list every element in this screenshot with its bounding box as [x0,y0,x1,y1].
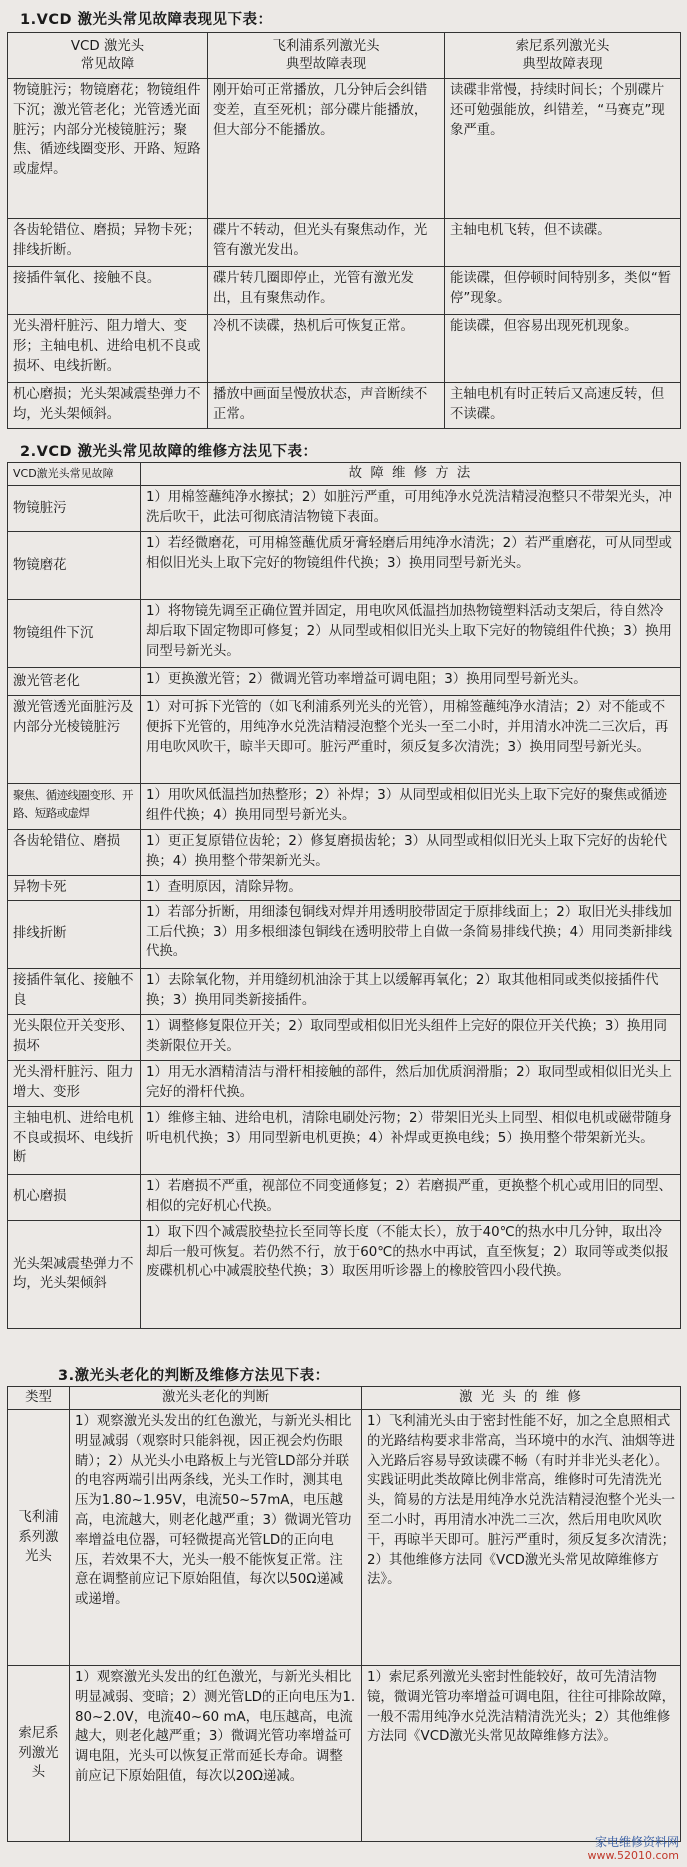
method-cell: 1）将物镜先调至正确位置并固定，用电吹风低温挡加热物镜塑料活动支架后，待自然冷却后取下固定物即可修复；2）从同型或相似旧光头上取下完好的物镜组件代换；3）换用同型号新光头。 [141,600,681,668]
fault-cell: 激光管透光面脏污及内部分光棱镜脏污 [8,696,141,784]
diagnosis-cell: 1）观察激光头发出的红色激光，与新光头相比明显减弱、变暗；2）测光管LD的正向电压为1.80~2.0V，电流40~60 mA，电压越高，电流越大，则老化越严重；3）微调光管功率增益可调电阻，光头可以恢复正常而延长寿命。调整前应记下原始阻值，每次以20Ω递减。 [70,1666,362,1842]
fault-cell: 接插件氧化、接触不良 [8,968,141,1014]
fault-cell: 物镜组件下沉 [8,600,141,668]
method-cell: 1）用无水酒精清洁与滑杆相接触的部件，然后加优质润滑脂；2）取同型或相似旧光头上完好的滑杆代换。 [141,1060,681,1106]
header-repair: 激 光 头 的 维 修 [362,1387,681,1410]
watermark-url: www.52010.com [587,1849,679,1862]
type-cell: 索尼系列激光头 [8,1666,70,1842]
header-philips [208,33,445,79]
header-fault-text: VCD 激光头 常见故障 [70,38,145,72]
header-method: 故 障 维 修 方 法 [141,463,681,486]
table-row [8,668,681,696]
table-row [8,1410,681,1666]
fault-cell: 光头架减震垫弹力不均，光头架倾斜 [8,1220,141,1328]
fault-cell: 排线折断 [8,900,141,968]
fault-cell: 各齿轮错位、磨损 [8,830,141,876]
sony-cell: 主轴电机飞转，但不读碟。 [445,219,681,267]
method-cell: 1）去除氧化物，并用缝纫机油涂于其上以缓解再氧化；2）取其他相同或类似接插件代换；3）换用同类新接插件。 [141,968,681,1014]
table-row [8,486,681,532]
header-fault [8,33,208,79]
repair-cell: 1）飞利浦光头由于密封性能不好，加之全息照相式的光路结构要求非常高，当环境中的水汽、油烟等进入光路后容易导致读碟不畅（有时并非光头老化）。实践证明此类故障比例非常高，维修时可先清洗光头，简易的方法是用纯净水兑洗洁精浸泡整个光头一至二小时，再用清水冲洗二三次，然后用电吹风吹干，再晾半天即可。脏污严重时，须反复多次清洗；2）其他维修方法同《VCD激光头常见故障维修方法》。 [362,1410,681,1666]
section1-title: 1.VCD 激光头常见故障表现见下表： [20,12,273,28]
fault-cell: 激光管老化 [8,668,141,696]
table-row [8,1106,681,1174]
table-row [8,315,681,383]
table-header-row [8,1387,681,1410]
fault-cell: 异物卡死 [8,876,141,901]
table-row [8,784,681,830]
fault-cell: 物镜脏污 [8,486,141,532]
table-row [8,876,681,901]
table-row [8,1220,681,1328]
fault-cell: 各齿轮错位、磨损；异物卡死；排线折断。 [8,219,208,267]
method-cell: 1）更换激光管；2）微调光管功率增益可调电阻；3）换用同型号新光头。 [141,668,681,696]
fault-cell: 聚焦、循迹线圈变形、开路、短路或虚焊 [8,784,141,830]
header-fault: VCD激光头常见故障 [8,463,141,486]
fault-cell: 光头滑杆脏污、阻力增大、变形 [8,1060,141,1106]
repair-method-table [7,462,681,1329]
sony-cell: 读碟非常慢，持续时间长；个别碟片还可勉强能放，纠错差，“马赛克”现象严重。 [445,79,681,219]
table-row [8,1060,681,1106]
aging-diagnosis-table [7,1386,681,1842]
fault-cell: 物镜磨花 [8,532,141,600]
philips-cell: 碟片转几圈即停止，光管有激光发出，且有聚焦动作。 [208,267,445,315]
method-cell: 1）更正复原错位齿轮；2）修复磨损齿轮；3）从同型或相似旧光头上取下完好的齿轮代换；4）换用整个带架新光头。 [141,830,681,876]
philips-cell: 冷机不读碟，热机后可恢复正常。 [208,315,445,383]
method-cell: 1）对可拆下光管的（如飞利浦系列光头的光管），用棉签蘸纯净水清洁；2）对不能或不便拆下光管的，用纯净水兑洗洁精浸泡整个光头一至二小时，并用清水冲洗二三次后，再用电吹风吹干，晾半天即可。脏污严重时，须反复多次清洗；3）换用同型号新光头。 [141,696,681,784]
section3-title: 3.激光头老化的判断及维修方法见下表： [58,1368,330,1384]
method-cell: 1）维修主轴、进给电机，清除电刷处污物；2）带架旧光头上同型、相似电机或磁带随身听电机代换；3）用同型新电机更换；4）补焊或更换电线；5）换用整个带架新光头。 [141,1106,681,1174]
table-row [8,1666,681,1842]
sony-cell: 能读碟，但停顿时间特别多，类似“暂停”现象。 [445,267,681,315]
philips-cell: 刚开始可正常播放，几分钟后会纠错变差，直至死机；部分碟片能播放，但大部分不能播放。 [208,79,445,219]
fault-cell: 机心磨损 [8,1174,141,1220]
table-row [8,1014,681,1060]
table-row [8,600,681,668]
method-cell: 1）若部分折断，用细漆包铜线对焊并用透明胶带固定于原排线面上；2）取旧光头排线加工后代换；3）用多根细漆包铜线在透明胶带上自做一条简易排线代换；4）用同类新排线代换。 [141,900,681,968]
table-row [8,79,681,219]
method-cell: 1）用棉签蘸纯净水擦拭；2）如脏污严重，可用纯净水兑洗洁精浸泡整只不带架光头，冲洗后吹干，此法可彻底清洁物镜下表面。 [141,486,681,532]
section2-title: 2.VCD 激光头常见故障的维修方法见下表： [20,444,318,460]
method-cell: 1）查明原因，清除异物。 [141,876,681,901]
table-row [8,696,681,784]
table-row [8,219,681,267]
type-cell: 飞利浦系列激光头 [8,1410,70,1666]
philips-cell: 碟片不转动，但光头有聚焦动作，光管有激光发出。 [208,219,445,267]
table-row [8,383,681,429]
fault-symptom-table [7,32,681,429]
fault-cell: 物镜脏污；物镜磨花；物镜组件下沉；激光管老化；光管透光面脏污；内部分光棱镜脏污；聚焦、循迹线圈变形、开路、短路或虚焊。 [8,79,208,219]
header-philips-text: 飞利浦系列激光头 典型故障表现 [272,38,380,72]
header-type: 类型 [8,1387,70,1410]
fault-cell: 光头滑杆脏污、阻力增大、变形；主轴电机、进给电机不良或损坏、电线折断。 [8,315,208,383]
method-cell: 1）用吹风低温挡加热整形；2）补焊；3）从同型或相似旧光头上取下完好的聚焦或循迹组件代换；4）换用同型号新光头。 [141,784,681,830]
fault-cell: 机心磨损；光头架减震垫弹力不均，光头架倾斜。 [8,383,208,429]
sony-cell: 能读碟，但容易出现死机现象。 [445,315,681,383]
method-cell: 1）取下四个减震胶垫拉长至同等长度（不能太长），放于40℃的热水中几分钟，取出冷却后一般可恢复。若仍然不行，放于60℃的热水中再试，直至恢复；2）取同等或类似报废碟机机心中减震胶垫代换；3）取医用听诊器上的橡胶管四小段代换。 [141,1220,681,1328]
table-row [8,900,681,968]
table-row [8,830,681,876]
header-sony-text: 索尼系列激光头 典型故障表现 [515,38,610,72]
watermark-brand: 家电维修资料网 [594,1835,679,1849]
method-cell: 1）调整修复限位开关；2）取同型或相似旧光头组件上完好的限位开关代换；3）换用同类新限位开关。 [141,1014,681,1060]
fault-cell: 光头限位开关变形、损坏 [8,1014,141,1060]
table-row [8,968,681,1014]
philips-cell: 播放中画面呈慢放状态，声音断续不正常。 [208,383,445,429]
watermark [529,1835,679,1863]
fault-cell: 主轴电机、进给电机不良或损坏、电线折断 [8,1106,141,1174]
table-row [8,267,681,315]
repair-cell: 1）索尼系列激光头密封性能较好，故可先清洁物镜，微调光管功率增益可调电阻，往往可排除故障，一般不需用纯净水兑洗洁精清洗光头；2）其他维修方法同《VCD激光头常见故障维修方法》。 [362,1666,681,1842]
table-header-row [8,463,681,486]
method-cell: 1）若磨损不严重，视部位不同变通修复；2）若磨损严重，更换整个机心或用旧的同型、相似的完好机心代换。 [141,1174,681,1220]
header-sony [445,33,681,79]
table-row [8,1174,681,1220]
diagnosis-cell: 1）观察激光头发出的红色激光，与新光头相比明显减弱（观察时只能斜视，因正视会灼伤眼睛）；2）从光头小电路板上与光管LD部分并联的电容两端引出两条线，光头工作时，测其电压为1.80~1.95V，电流50~57mA，电压越高，电流越大，则老化越严重；3）微调光管功率增益电位器，可轻微提高光管LD的正向电压，若效果不大，光头一般不能恢复正常。注意在调整前应记下原始阻值，每次以50Ω递减或递增。 [70,1410,362,1666]
table-row [8,532,681,600]
table-header-row [8,33,681,79]
header-diagnosis: 激光头老化的判断 [70,1387,362,1410]
method-cell: 1）若经微磨花，可用棉签蘸优质牙膏轻磨后用纯净水清洗；2）若严重磨花，可从同型或相似旧光头上取下完好的物镜组件代换；3）换用同型号新光头。 [141,532,681,600]
fault-cell: 接插件氧化、接触不良。 [8,267,208,315]
sony-cell: 主轴电机有时正转后又高速反转，但不读碟。 [445,383,681,429]
